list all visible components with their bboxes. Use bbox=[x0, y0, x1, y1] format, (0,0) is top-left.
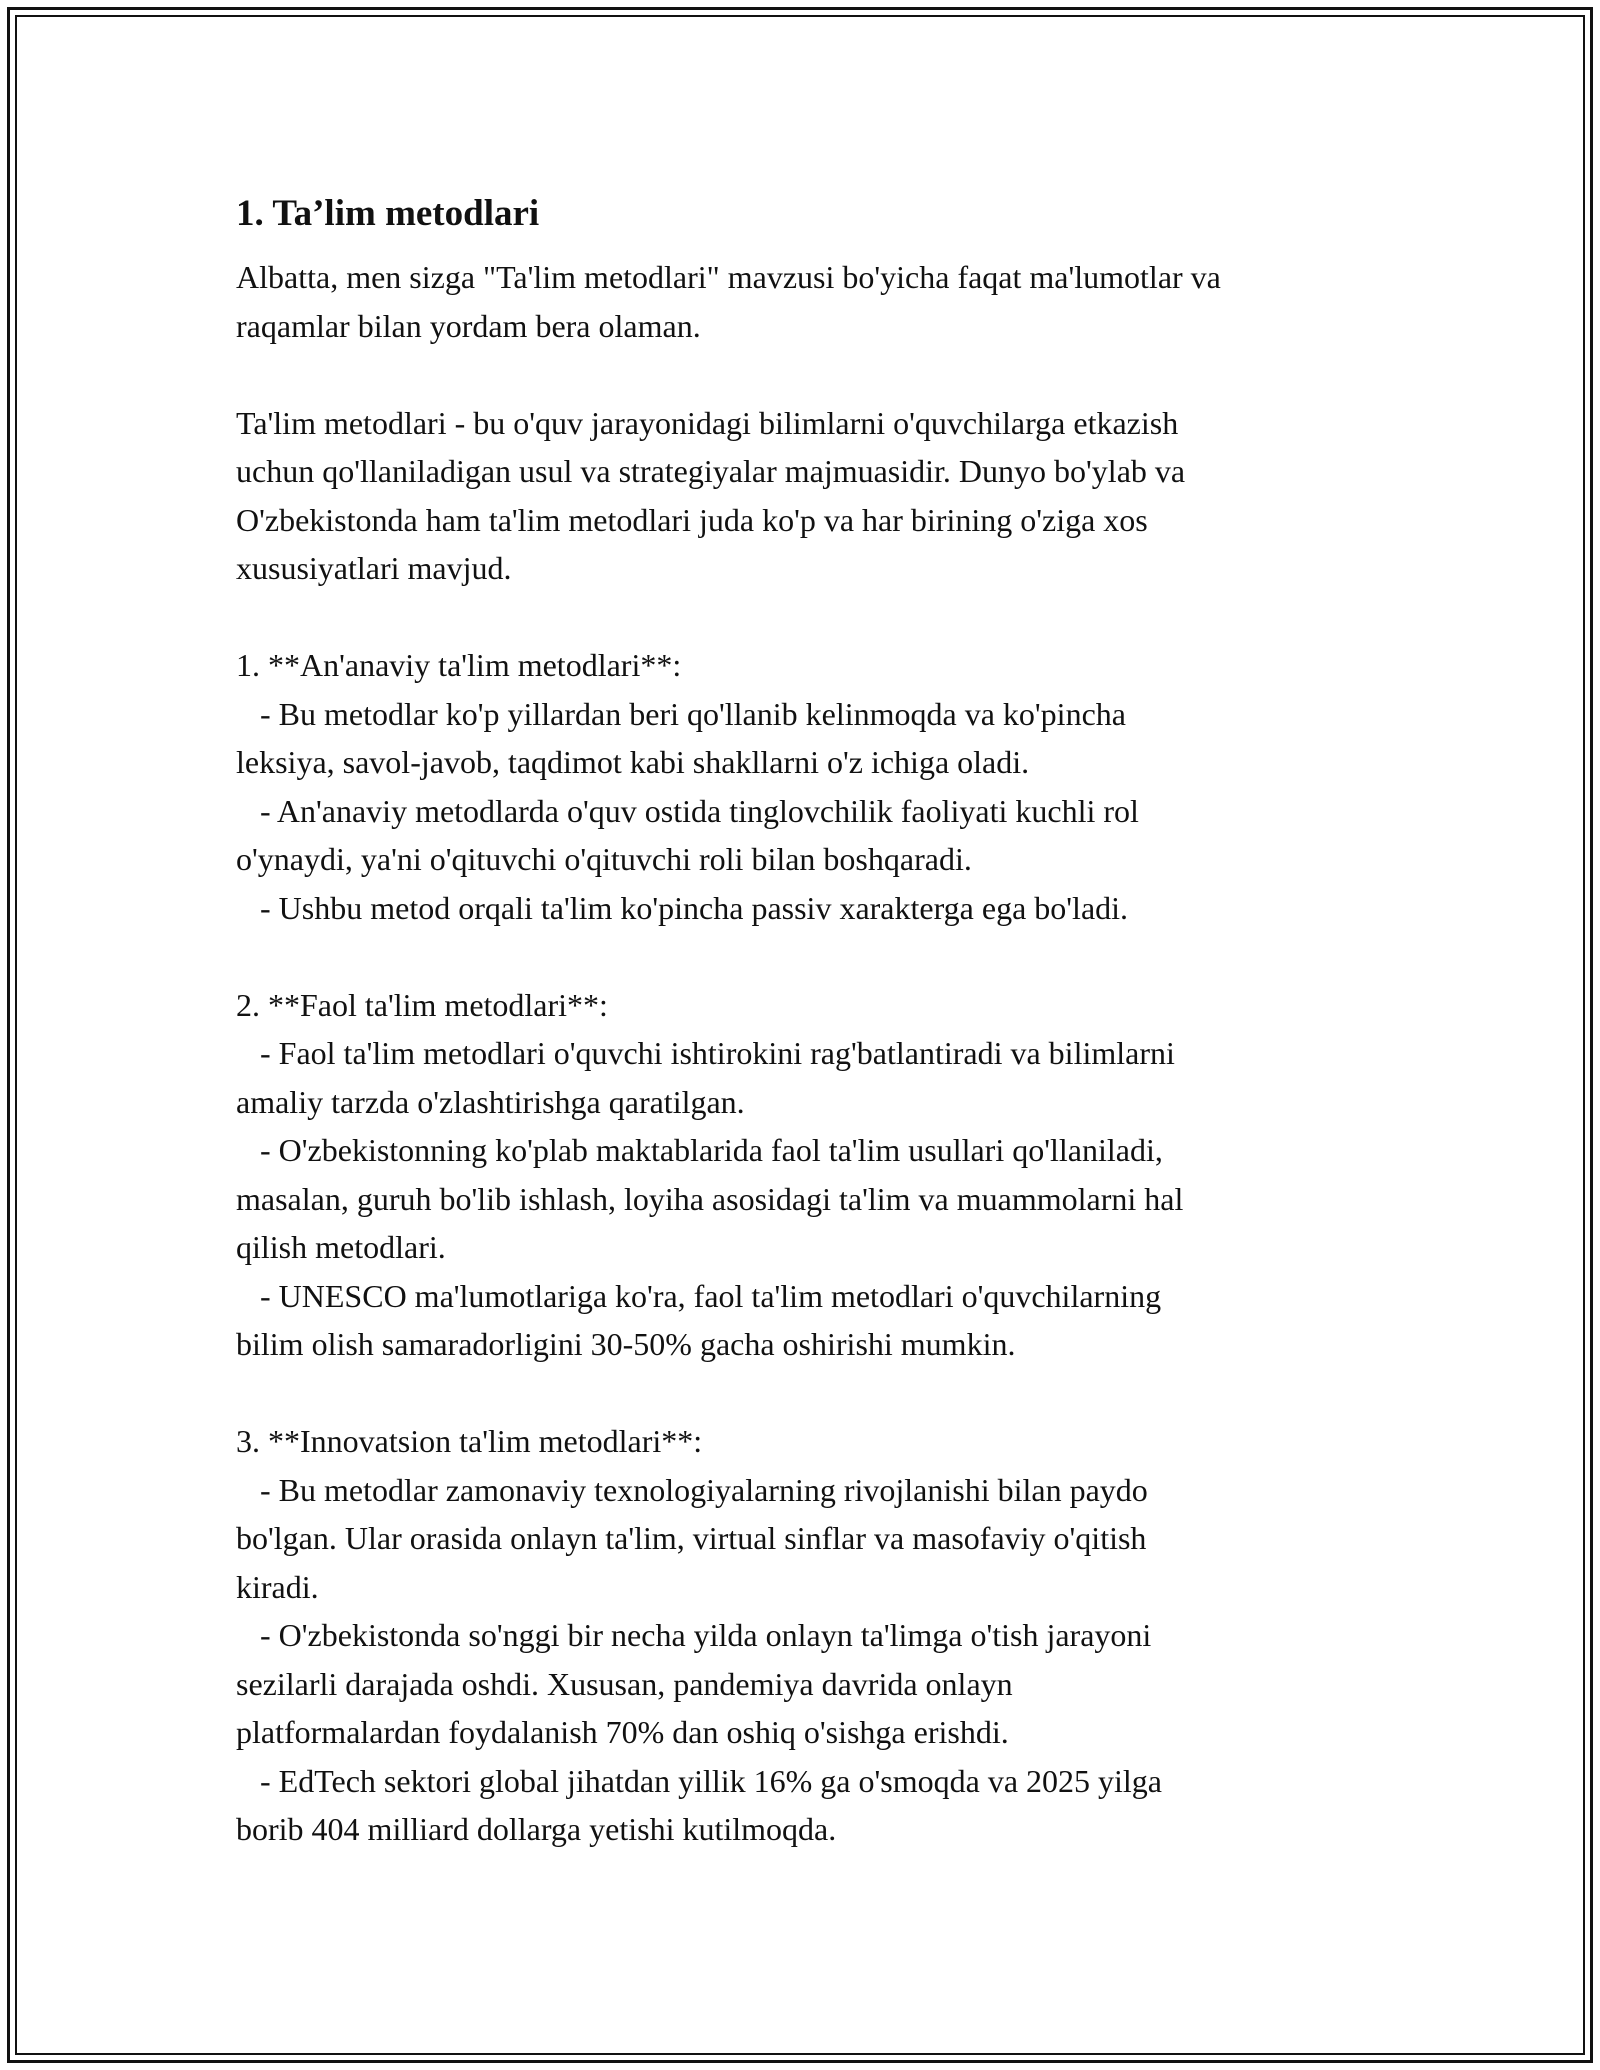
text-line: - Bu metodlar zamonaviy texnologiyalarning rivojlanishi bilan paydo bbox=[236, 1471, 1148, 1508]
text-line: uchun qo'llaniladigan usul va strategiyalar majmuasidir. Dunyo bo'ylab va bbox=[236, 453, 1186, 489]
text-line: 2. **Faol ta'lim metodlari**: bbox=[236, 986, 608, 1023]
text-line: amaliy tarzda o'zlashtirishga qaratilgan. bbox=[236, 1083, 745, 1120]
text-line: bilim olish samaradorligini 30-50% gacha oshirishi mumkin. bbox=[236, 1326, 1016, 1362]
text-line: 3. **Innovatsion ta'lim metodlari**: bbox=[236, 1423, 703, 1459]
text-line: raqamlar bilan yordam bera olaman. bbox=[236, 307, 701, 344]
text-line: O'zbekistonda ham ta'lim metodlari juda ko'p va har birining o'ziga xos bbox=[236, 501, 1148, 538]
text-line: bo'lgan. Ular orasida onlayn ta'lim, virtual sinflar va masofaviy o'qitish bbox=[236, 1520, 1147, 1556]
text-line: - O'zbekistonda so'nggi bir necha yilda onlayn ta'limga o'tish jarayoni bbox=[236, 1617, 1152, 1653]
paragraph bbox=[236, 253, 1416, 350]
text-line: qilish metodlari. bbox=[236, 1229, 446, 1265]
text-line: Ta'lim metodlari - bu o'quv jarayonidagi bilimlarni o'quvchilarga etkazish bbox=[236, 404, 1179, 441]
text-line: - O'zbekistonning ko'plab maktablarida faol ta'lim usullari qo'llaniladi, bbox=[236, 1132, 1163, 1168]
document-body bbox=[236, 185, 1416, 1854]
text-line: - Faol ta'lim metodlari o'quvchi ishtirokini rag'batlantiradi va bilimlarni bbox=[236, 1035, 1175, 1071]
text-line: platformalardan foydalanish 70% dan oshiq o'sishga erishdi. bbox=[236, 1714, 1009, 1750]
paragraph-spacer bbox=[236, 593, 1416, 642]
text-line: borib 404 milliard dollarga yetishi kutilmoqda. bbox=[236, 1811, 837, 1847]
paragraph bbox=[236, 981, 1416, 1369]
text-line: leksiya, savol-javob, taqdimot kabi shakllarni o'z ichiga oladi. bbox=[236, 744, 1030, 780]
paragraph bbox=[236, 641, 1416, 932]
text-line: - UNESCO ma'lumotlariga ko'ra, faol ta'lim metodlari o'quvchilarning bbox=[236, 1277, 1162, 1314]
text-line: xususiyatlari mavjud. bbox=[236, 550, 512, 586]
section-heading: 1. Ta’lim metodlari bbox=[236, 193, 540, 234]
paragraph bbox=[236, 399, 1416, 593]
text-line: Albatta, men sizga "Ta'lim metodlari" mavzusi bo'yicha faqat ma'lumotlar va bbox=[236, 259, 1221, 295]
paragraph bbox=[236, 1417, 1416, 1854]
text-line: masalan, guruh bo'lib ishlash, loyiha asosidagi ta'lim va muammolarni hal bbox=[236, 1180, 1184, 1217]
text-line: sezilarli darajada oshdi. Xususan, pandemiya davrida onlayn bbox=[236, 1665, 1013, 1702]
paragraph-spacer bbox=[236, 1369, 1416, 1418]
text-line: o'ynaydi, ya'ni o'qituvchi o'qituvchi roli bilan boshqaradi. bbox=[236, 841, 972, 877]
paragraph-spacer bbox=[236, 350, 1416, 399]
paragraph-spacer bbox=[236, 932, 1416, 981]
text-line: 1. **An'anaviy ta'lim metodlari**: bbox=[236, 647, 682, 683]
text-line: kiradi. bbox=[236, 1568, 319, 1605]
paragraph-container bbox=[236, 253, 1416, 1854]
text-line: - Ushbu metod orqali ta'lim ko'pincha passiv xarakterga ega bo'ladi. bbox=[236, 889, 1129, 926]
text-line: - Bu metodlar ko'p yillardan beri qo'llanib kelinmoqda va ko'pincha bbox=[236, 695, 1126, 732]
text-line: - An'anaviy metodlarda o'quv ostida tinglovchilik faoliyati kuchli rol bbox=[236, 792, 1139, 829]
text-line: - EdTech sektori global jihatdan yillik 16% ga o'smoqda va 2025 yilga bbox=[236, 1762, 1162, 1799]
